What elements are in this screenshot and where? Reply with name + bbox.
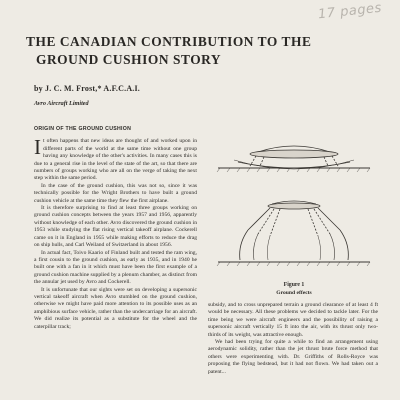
paragraph-4: In actual fact, Toivo Kaario of Finland built and tested the ram wing, a first cousin to the ground cushion, as early as 1935, and in 1940 he built one with a fan in it which must have been the first example of a ground cushion machine supplied by a plenum chamber, as distinct from the annular jet used by Avro and Cockerell. (34, 249, 197, 286)
ground-effects-figure (208, 138, 380, 278)
paragraph-3: It is therefore surprising to find at least three groups working on ground cushion concepts between the years 1957 and 1956, apparently without knowledge of each other. Avro discovered the ground cushion in 1953 while studying the flat rising vertical takeoff airplane. Cockerell came on it in England in 1955 while making efforts to reduce the drag on ship hulls, and Carl Weiland of Switzerland in about 1956. (34, 205, 197, 249)
figure-title: Figure 1 (283, 282, 305, 288)
paragraph-1 (34, 135, 197, 182)
right-paragraph-2: We had been trying for quite a while to find an arrangement using aerodynamic solidity, rather than the jet thrust brute force method that others were experimenting with. Dr. Griffiths of Rolls-Royce was proposing the flying bedstead, but it had not flown. We had taken out a patent... (208, 339, 378, 375)
paragraph-5: It is unfortunate that our sights were set on developing a supersonic vertical takeoff aircraft when Avro stumbled on the ground cushion, otherwise we might have paid more attention to its possible uses as an amphibious surface vehicle, rather than the undercarriage for an aircraft. We did realize its potential as a substitute for the wheel and the caterpillar track; (34, 286, 197, 330)
article-title-line-1: THE CANADIAN CONTRIBUTION TO THE (26, 34, 312, 49)
section-heading: ORIGIN OF THE GROUND CUSHION (34, 126, 132, 132)
author-affiliation: Avro Aircraft Limited (34, 100, 89, 107)
paragraph-1-text: t often happens that new ideas are thought of and worked upon in different parts of the world at the same time without one group having any knowledge of the other's activities. In many cases this is due to a general rise in the level of the state of the art, so that there are numbers of groups working who are all on the verge of taking the next step within the same period. (34, 138, 197, 182)
article-title (26, 33, 386, 69)
ground-effects-diagram (208, 138, 380, 278)
right-paragraph-1: subsidy, and to cross unprepared terrain a ground clearance of at least 4 ft would be necessary. All these problems we decided to tackle later. For the time being we were aircraft engineers and the possibility of raising a supersonic aircraft vertically 15 ft into the air, with its thrust only two-thirds of its weight, was attractive enough. (208, 302, 378, 338)
left-column (34, 126, 197, 331)
right-column (208, 302, 378, 376)
lower-disc-diagram (217, 201, 370, 266)
figure-caption: Ground effects (276, 290, 312, 296)
paragraph-2: In the case of the ground cushion, this was not so, since it was technically possible for the Wright Brothers to have built a ground cushion vehicle at the same time they flew the first airplane. (34, 182, 197, 204)
article-title-line-2: GROUND CUSHION STORY (36, 52, 222, 67)
drop-cap: I (34, 135, 41, 160)
handwritten-annotation: 17 pages (317, 0, 383, 23)
upper-disc-diagram (217, 146, 370, 172)
author-byline: by J. C. M. Frost,* A.F.C.A.I. (34, 84, 141, 93)
